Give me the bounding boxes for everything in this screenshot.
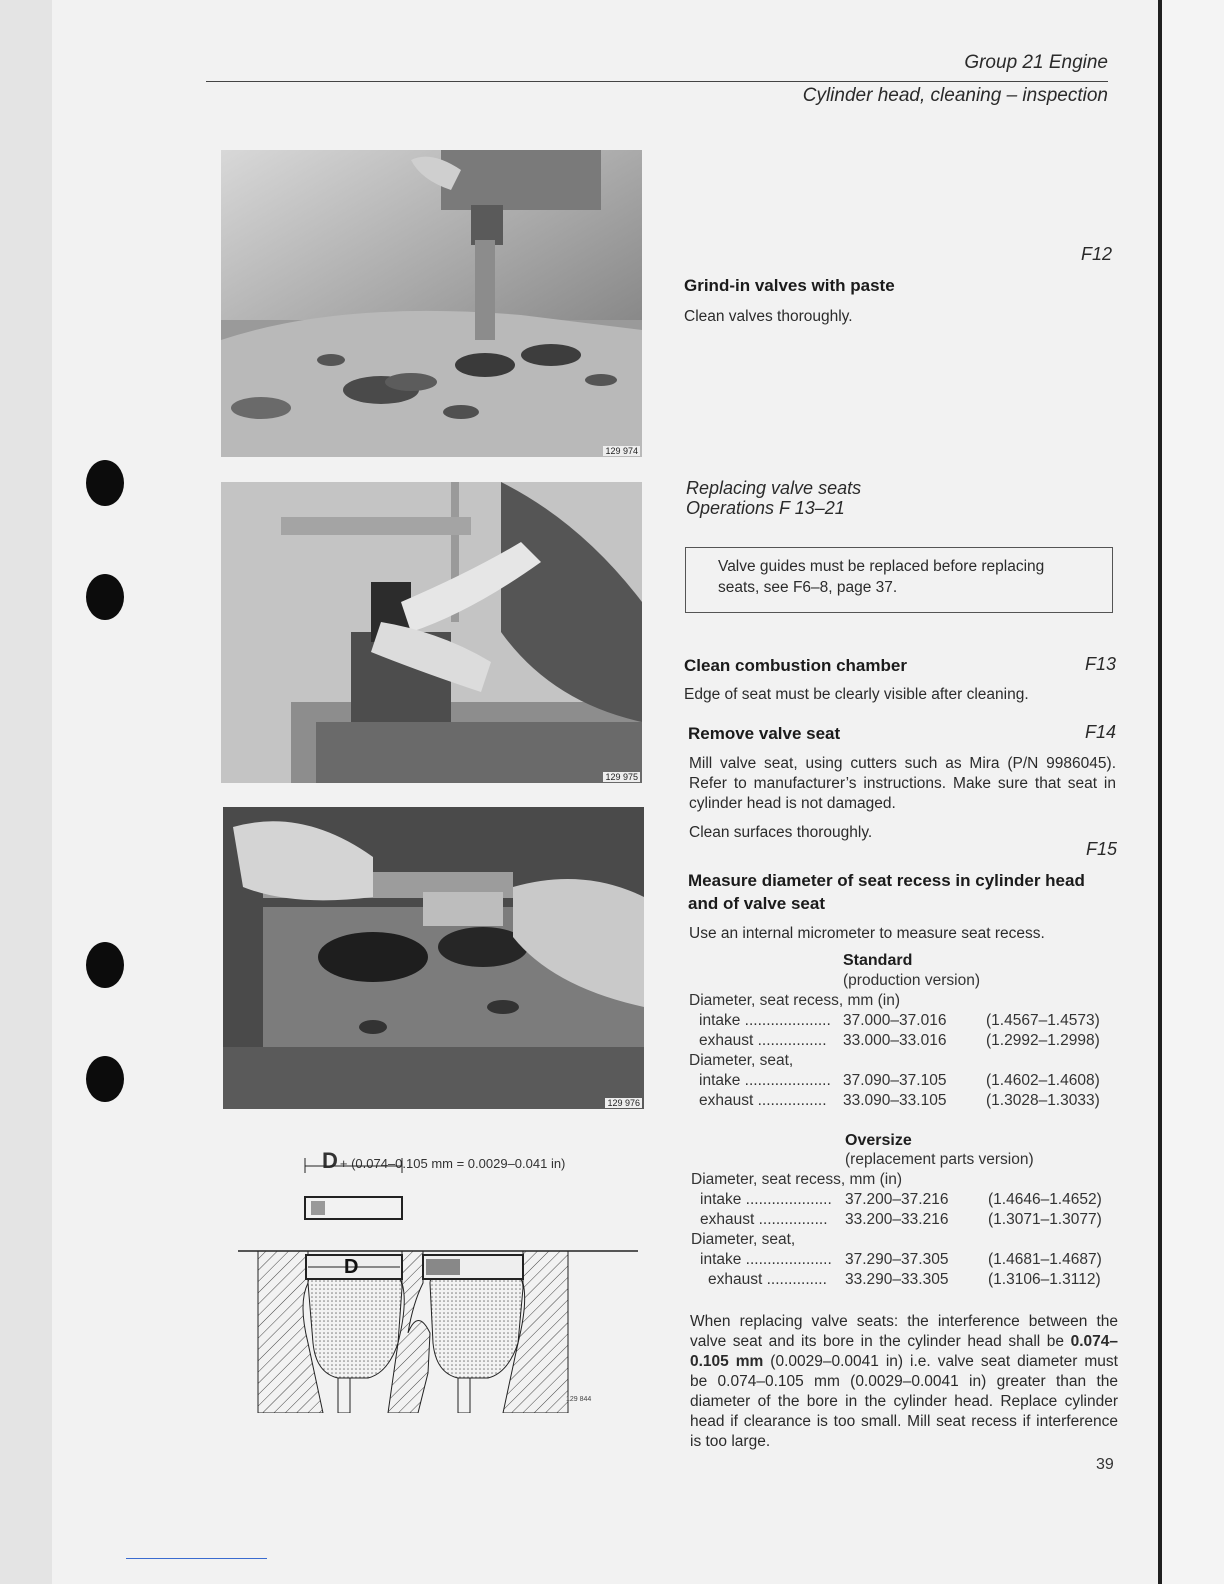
heading-grind-in: Grind-in valves with paste <box>684 276 895 295</box>
note-box <box>685 547 1113 613</box>
note-text: Valve guides must be replaced before replacing seats, see F6–8, page 37. <box>718 558 1045 596</box>
heading-clean-combustion: Clean combustion chamber <box>684 656 907 675</box>
spec-inch: (1.4602–1.4608) <box>986 1072 1100 1089</box>
interference-lead: When replacing valve seats: the interference between the valve seat and its bore in the cylinder head shall be <box>690 1313 1118 1350</box>
spec-label: exhaust ................ <box>699 1032 827 1049</box>
spec-mm: 33.290–33.305 <box>845 1271 949 1288</box>
standard-subtitle: (production version) <box>843 972 980 989</box>
spec-inch: (1.3106–1.3112) <box>988 1271 1101 1288</box>
standard-seat-caption: Diameter, seat, <box>689 1052 794 1069</box>
spec-label: intake .................... <box>699 1012 831 1029</box>
heading-measure-line1: Measure diameter of seat recess in cylinder head <box>688 871 1085 890</box>
spec-inch: (1.4567–1.4573) <box>986 1012 1100 1029</box>
fig-f12: F12 <box>1081 244 1113 264</box>
diagram-letter: D <box>322 1148 338 1173</box>
interference-rest: (0.0029–0.0041 in) i.e. valve seat diameter must be 0.074–0.105 mm (0.0029–0.0041 in) greater than the diameter of the bore in the cylinder head. Replace cylinder head if clearance is too small. Mill seat recess if interference is too large. <box>690 1353 1118 1450</box>
photo-label: 129 976 <box>607 1098 640 1108</box>
page-left-margin <box>0 0 52 1584</box>
photo-valve-grinding <box>221 150 642 457</box>
spec-row <box>700 1211 1120 1231</box>
oversize-seat-caption: Diameter, seat, <box>691 1231 796 1248</box>
oversize-title: Oversize <box>845 1132 912 1149</box>
photo-seat-milling <box>221 482 642 783</box>
header-group: Group 21 Engine <box>964 52 1108 73</box>
spec-row <box>699 1032 1119 1052</box>
text-clean-valves: Clean valves thoroughly. <box>684 308 853 325</box>
photo-micrometer <box>223 807 644 1109</box>
spec-mm: 33.200–33.216 <box>845 1211 949 1228</box>
fig-f15: F15 <box>1086 839 1118 859</box>
header-section: Cylinder head, cleaning – inspection <box>802 85 1108 106</box>
spec-mm: 33.000–33.016 <box>843 1032 947 1049</box>
diagram-inner-letter: D <box>344 1256 359 1278</box>
text-edge-visible: Edge of seat must be clearly visible after cleaning. <box>684 686 1029 703</box>
spec-mm: 33.090–33.105 <box>843 1092 947 1109</box>
heading-remove-seat: Remove valve seat <box>688 724 841 743</box>
spec-inch: (1.3028–1.3033) <box>986 1092 1100 1109</box>
spec-label: exhaust ................ <box>699 1092 827 1109</box>
spec-label: exhaust .............. <box>708 1271 827 1288</box>
spec-label: intake .................... <box>699 1072 831 1089</box>
spec-mm: 37.290–37.305 <box>845 1251 949 1268</box>
spec-row <box>699 1072 1119 1092</box>
binder-hole <box>86 574 124 620</box>
page-right-edge <box>1158 0 1224 1584</box>
replacing-operations: Operations F 13–21 <box>686 498 845 518</box>
spec-row <box>699 1092 1119 1112</box>
interference-value: 0.074–0.105 mm <box>690 1333 1118 1370</box>
text-clean-surfaces: Clean surfaces thoroughly. <box>689 824 873 841</box>
fig-f13: F13 <box>1085 654 1117 674</box>
binder-hole <box>86 1056 124 1102</box>
spec-mm: 37.090–37.105 <box>843 1072 947 1089</box>
spec-row <box>700 1251 1120 1271</box>
spec-label: intake .................... <box>700 1251 832 1268</box>
diagram-formula: + (0.074–0.105 mm = 0.0029–0.041 in) <box>339 1156 566 1171</box>
binder-hole <box>86 460 124 506</box>
header-rule <box>206 81 1108 82</box>
photo-label: 129 974 <box>605 446 638 456</box>
diagram-label: 129 844 <box>566 1396 592 1403</box>
spec-row <box>708 1271 1120 1291</box>
spec-label: intake .................... <box>700 1191 832 1208</box>
photo-label: 129 975 <box>605 772 638 782</box>
oversize-recess-caption: Diameter, seat recess, mm (in) <box>691 1171 903 1188</box>
oversize-subtitle: (replacement parts version) <box>845 1151 1034 1168</box>
standard-title: Standard <box>843 952 913 969</box>
spec-label: exhaust ................ <box>700 1211 828 1228</box>
heading-measure-line2: and of valve seat <box>688 894 826 913</box>
spec-inch: (1.4681–1.4687) <box>988 1251 1102 1268</box>
fig-f14: F14 <box>1085 722 1117 742</box>
spec-mm: 37.000–37.016 <box>843 1012 947 1029</box>
standard-recess-caption: Diameter, seat recess, mm (in) <box>689 992 901 1009</box>
bottom-link-line <box>126 1558 267 1559</box>
text-mill-seat: Mill valve seat, using cutters such as Mira (P/N 9986045). Refer to manufacturer’s instructions. Make sure that seat in cylinder head is not damaged. <box>689 755 1116 812</box>
spec-row <box>699 1012 1119 1032</box>
spec-row <box>700 1191 1120 1211</box>
spec-inch: (1.3071–1.3077) <box>988 1211 1102 1228</box>
interference-paragraph <box>690 1312 1118 1452</box>
valve-seat-diagram <box>238 1143 638 1418</box>
replacing-title: Replacing valve seats <box>686 478 862 498</box>
binder-hole <box>86 942 124 988</box>
page-number: 39 <box>1096 1456 1114 1473</box>
spec-inch: (1.2992–1.2998) <box>986 1032 1100 1049</box>
text-micrometer: Use an internal micrometer to measure seat recess. <box>689 925 1045 942</box>
spec-mm: 37.200–37.216 <box>845 1191 949 1208</box>
spec-inch: (1.4646–1.4652) <box>988 1191 1102 1208</box>
